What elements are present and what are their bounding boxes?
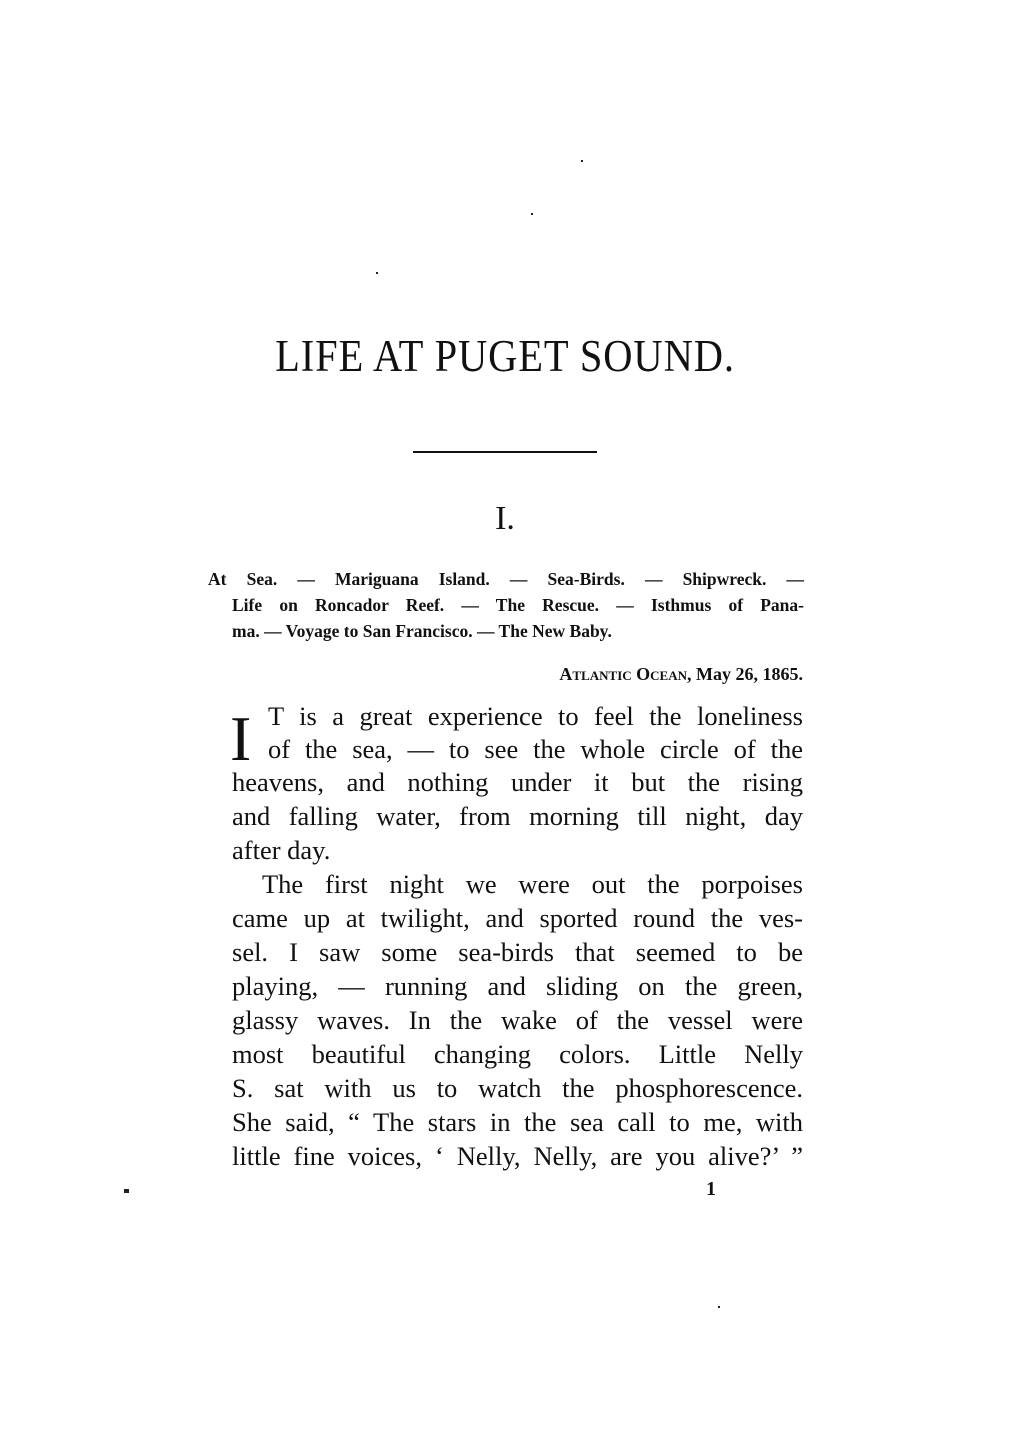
body-line: The first night we were out the porpoises [262,869,803,899]
body-line: S. sat with us to watch the phosphorescence. [232,1073,803,1103]
scan-speck [581,160,583,162]
page-title: LIFE AT PUGET SOUND. [275,331,735,381]
chapter-summary-line: Life on Roncador Reef. — The Rescue. — Isthmus of Pana- [232,595,804,615]
body-line: playing, — running and sliding on the green, [232,971,803,1001]
body-line: She said, “ The stars in the sea call to me, with [232,1107,803,1137]
scan-speck [124,1189,129,1193]
scan-speck [531,213,533,215]
body-line: sel. I saw some sea-birds that seemed to be [232,937,803,967]
body-line: little fine voices, ‘ Nelly, Nelly, are you alive?’ ” [232,1141,803,1171]
body-line: and falling water, from morning till night, day [232,801,803,831]
title-rule [413,451,597,453]
scan-speck [718,1306,720,1308]
body-line: of the sea, — to see the whole circle of the [268,734,803,764]
drop-cap: I [230,703,252,774]
body-line: T is a great experience to feel the loneliness [268,701,803,731]
dateline [559,664,803,685]
page-number: 1 [706,1178,716,1200]
body-line: glassy waves. In the wake of the vessel were [232,1005,803,1035]
body-line: after day. [232,835,331,865]
chapter-summary-line: ma. — Voyage to San Francisco. — The New Baby. [232,621,612,641]
scan-speck [376,272,378,274]
chapter-summary-line: At Sea. — Mariguana Island. — Sea-Birds. — Shipwreck. — [208,569,804,589]
body-line: heavens, and nothing under it but the rising [232,767,803,797]
chapter-number: I. [495,500,515,537]
body-line: most beautiful changing colors. Little Nelly [232,1039,803,1069]
dateline-date: May 26, 1865. [696,664,803,684]
dateline-place: Atlantic Ocean, [559,664,692,684]
body-line: came up at twilight, and sported round the ves- [232,903,803,933]
